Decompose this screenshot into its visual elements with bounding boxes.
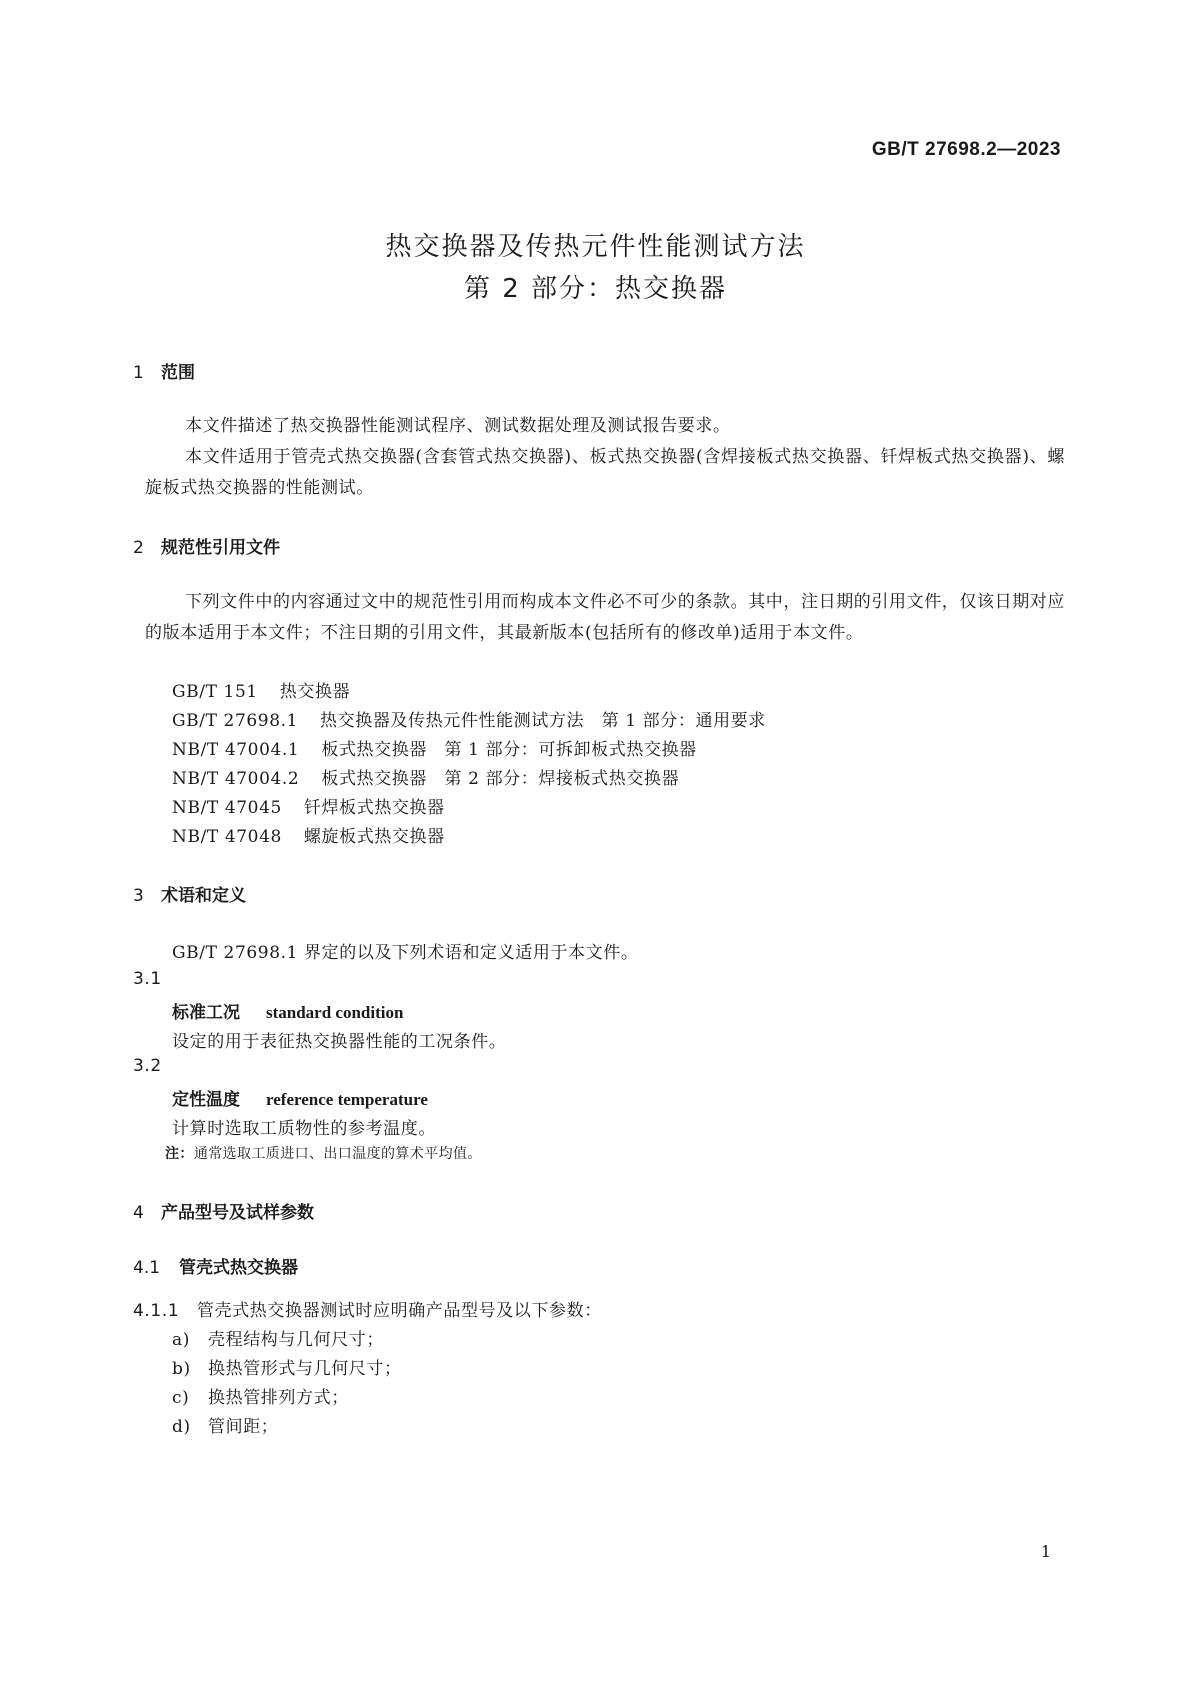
- list-text: 换热管排列方式；: [208, 1388, 349, 1408]
- subsection-number: 4.1: [133, 1258, 161, 1278]
- reference-code: NB/T 47004.2: [172, 769, 300, 789]
- section-1-heading: [133, 358, 195, 383]
- reference-item: [172, 822, 445, 847]
- reference-item: [172, 735, 697, 760]
- list-marker: d): [172, 1417, 191, 1437]
- list-item: [172, 1325, 384, 1350]
- section-3-paragraph-1: GB/T 27698.1 界定的以及下列术语和定义适用于本文件。: [172, 943, 639, 963]
- list-text: 换热管形式与几何尺寸；: [208, 1359, 402, 1379]
- clause-number: 4.1.1: [133, 1301, 180, 1321]
- reference-item: [172, 764, 679, 789]
- reference-code: NB/T 47048: [172, 827, 282, 847]
- list-marker: c): [172, 1388, 190, 1408]
- section-number: 1: [133, 363, 144, 383]
- reference-item: [172, 677, 350, 702]
- reference-code: NB/T 47045: [172, 798, 282, 818]
- note-label: 注：: [165, 1146, 194, 1162]
- clause-text: 管壳式热交换器测试时应明确产品型号及以下参数：: [197, 1301, 602, 1321]
- clause-4-1-1: [133, 1296, 602, 1321]
- section-number: 3: [133, 886, 144, 906]
- section-number: 4: [133, 1203, 144, 1223]
- reference-title: 热交换器: [279, 682, 351, 702]
- section-title: 规范性引用文件: [161, 538, 280, 558]
- document-title-line2: 第 2 部分：热交换器: [463, 274, 728, 304]
- term-number: 3.1: [133, 969, 162, 989]
- section-title: 范围: [161, 363, 195, 383]
- list-item: [172, 1354, 402, 1379]
- reference-title: 板式热交换器 第 2 部分：焊接板式热交换器: [321, 769, 680, 789]
- reference-title: 螺旋板式热交换器: [303, 827, 445, 847]
- reference-title: 热交换器及传热元件性能测试方法 第 1 部分：通用要求: [320, 711, 766, 731]
- document-title-line1: 热交换器及传热元件性能测试方法: [385, 232, 806, 262]
- section-3-heading: [133, 881, 246, 906]
- reference-item: [172, 706, 766, 731]
- section-2-heading: [133, 533, 280, 558]
- term-chinese: 标准工况: [172, 1003, 240, 1023]
- subsection-4-1-heading: [133, 1253, 298, 1278]
- term-number: 3.2: [133, 1056, 162, 1076]
- section-2-paragraph-1: 下列文件中的内容通过文中的规范性引用而构成本文件必不可少的条款。其中，注日期的引用文件，仅该日期对应的版本适用于本文件；不注日期的引用文件，其最新版本(包括所有的修改单)适用于本文件。: [145, 592, 1065, 643]
- term-english: standard condition: [266, 1003, 404, 1022]
- term-definition: 计算时选取工质物性的参考温度。: [172, 1119, 436, 1139]
- page-number: 1: [1040, 1542, 1051, 1561]
- list-item: [172, 1383, 349, 1408]
- list-text: 壳程结构与几何尺寸；: [208, 1330, 384, 1350]
- reference-code: NB/T 47004.1: [172, 740, 300, 760]
- term-definition: 设定的用于表征热交换器性能的工况条件。: [172, 1032, 507, 1052]
- section-1-paragraph-2: 本文件适用于管壳式热交换器(含套管式热交换器)、板式热交换器(含焊接板式热交换器、钎焊板式热交换器)、螺旋板式热交换器的性能测试。: [145, 447, 1065, 498]
- section-title: 术语和定义: [161, 886, 246, 906]
- reference-title: 板式热交换器 第 1 部分：可拆卸板式热交换器: [321, 740, 697, 760]
- list-marker: a): [172, 1330, 190, 1350]
- reference-item: [172, 793, 445, 818]
- reference-code: GB/T 27698.1: [172, 711, 299, 731]
- list-marker: b): [172, 1359, 191, 1379]
- term-english: reference temperature: [266, 1090, 428, 1109]
- list-text: 管间距；: [208, 1417, 279, 1437]
- standard-number: GB/T 27698.2—2023: [871, 139, 1061, 160]
- term-heading: [172, 1085, 428, 1110]
- section-4-heading: [133, 1198, 314, 1223]
- reference-title: 钎焊板式热交换器: [303, 798, 445, 818]
- section-number: 2: [133, 538, 144, 558]
- term-heading: [172, 998, 403, 1023]
- list-item: [172, 1412, 278, 1437]
- section-title: 产品型号及试样参数: [161, 1203, 314, 1223]
- term-chinese: 定性温度: [172, 1090, 240, 1110]
- subsection-title: 管壳式热交换器: [179, 1258, 298, 1278]
- reference-code: GB/T 151: [172, 682, 258, 702]
- note-text: 通常选取工质进口、出口温度的算术平均值。: [193, 1146, 482, 1162]
- note: [165, 1143, 482, 1163]
- section-1-paragraph-1: 本文件描述了热交换器性能测试程序、测试数据处理及测试报告要求。: [185, 416, 731, 436]
